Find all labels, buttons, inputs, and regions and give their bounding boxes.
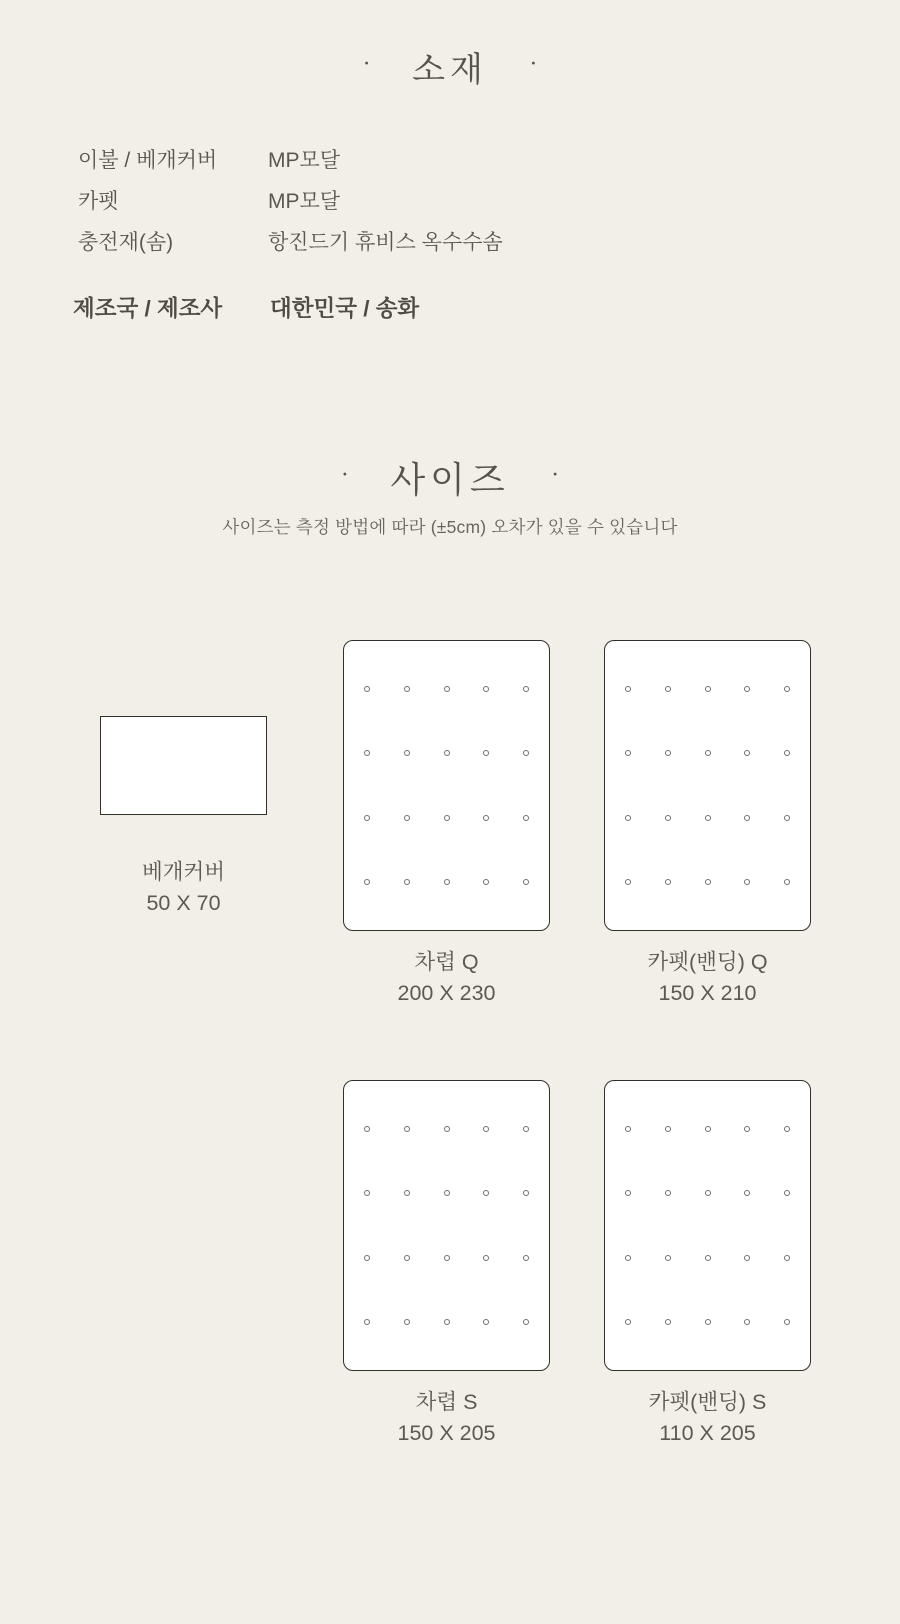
material-row-value: MP모달 bbox=[268, 190, 341, 213]
title-right-dot: · bbox=[529, 52, 537, 77]
size-tolerance-note: 사이즈는 측정 방법에 따라 (±5cm) 오차가 있을 수 있습니다 bbox=[222, 517, 678, 537]
size-item-name: 카펫(밴딩) S bbox=[648, 1390, 767, 1414]
size-item-name: 차렵 Q bbox=[414, 950, 479, 974]
pillow-cover-diagram bbox=[100, 716, 267, 815]
size-item-charyeop-s bbox=[343, 1080, 550, 1449]
title-left-dot: · bbox=[341, 463, 349, 488]
material-row-label: 카펫 bbox=[78, 190, 119, 213]
size-item-name: 베개커버 bbox=[141, 860, 226, 884]
quilt-dot-pattern bbox=[344, 641, 549, 930]
size-section-title-text: 사이즈 bbox=[390, 460, 510, 501]
quilt-dot-pattern bbox=[605, 1081, 810, 1370]
quilt-dot-pattern bbox=[605, 641, 810, 930]
size-item-size: 150 X 205 bbox=[397, 1421, 496, 1445]
manufacturer-value: 대한민국 / 송화 bbox=[270, 296, 420, 321]
size-item-size: 110 X 205 bbox=[659, 1421, 756, 1445]
title-left-dot: · bbox=[363, 52, 371, 77]
manufacturer-label: 제조국 / 제조사 bbox=[73, 296, 223, 321]
material-row-label: 이불 / 베개커버 bbox=[78, 149, 218, 172]
size-item-pillow-cover bbox=[66, 716, 301, 919]
material-row-value: MP모달 bbox=[268, 149, 341, 172]
size-section-title bbox=[0, 452, 900, 503]
blanket-diagram bbox=[343, 1080, 550, 1371]
size-item-carpet-banding-s bbox=[604, 1080, 811, 1449]
blanket-diagram bbox=[604, 640, 811, 931]
size-item-name: 카펫(밴딩) Q bbox=[647, 950, 768, 974]
size-item-size: 50 X 70 bbox=[146, 891, 221, 915]
size-item-charyeop-q bbox=[343, 640, 550, 1009]
material-row-carpet bbox=[78, 181, 503, 222]
blanket-diagram bbox=[604, 1080, 811, 1371]
material-table bbox=[78, 140, 503, 263]
material-row-value: 항진드기 휴비스 옥수수솜 bbox=[268, 231, 503, 254]
material-row-label: 충전재(솜) bbox=[78, 231, 174, 254]
material-row-filling bbox=[78, 222, 503, 263]
size-item-name: 차렵 S bbox=[415, 1390, 478, 1414]
material-section-title bbox=[0, 42, 900, 91]
title-right-dot: · bbox=[551, 463, 559, 488]
material-section-title-text: 소재 bbox=[412, 50, 488, 90]
material-row-duvet bbox=[78, 140, 503, 181]
quilt-dot-pattern bbox=[344, 1081, 549, 1370]
size-item-size: 150 X 210 bbox=[658, 981, 757, 1005]
size-item-size: 200 X 230 bbox=[397, 981, 496, 1005]
blanket-diagram bbox=[343, 640, 550, 931]
manufacturer-row bbox=[73, 294, 419, 324]
size-item-carpet-banding-q bbox=[604, 640, 811, 1009]
